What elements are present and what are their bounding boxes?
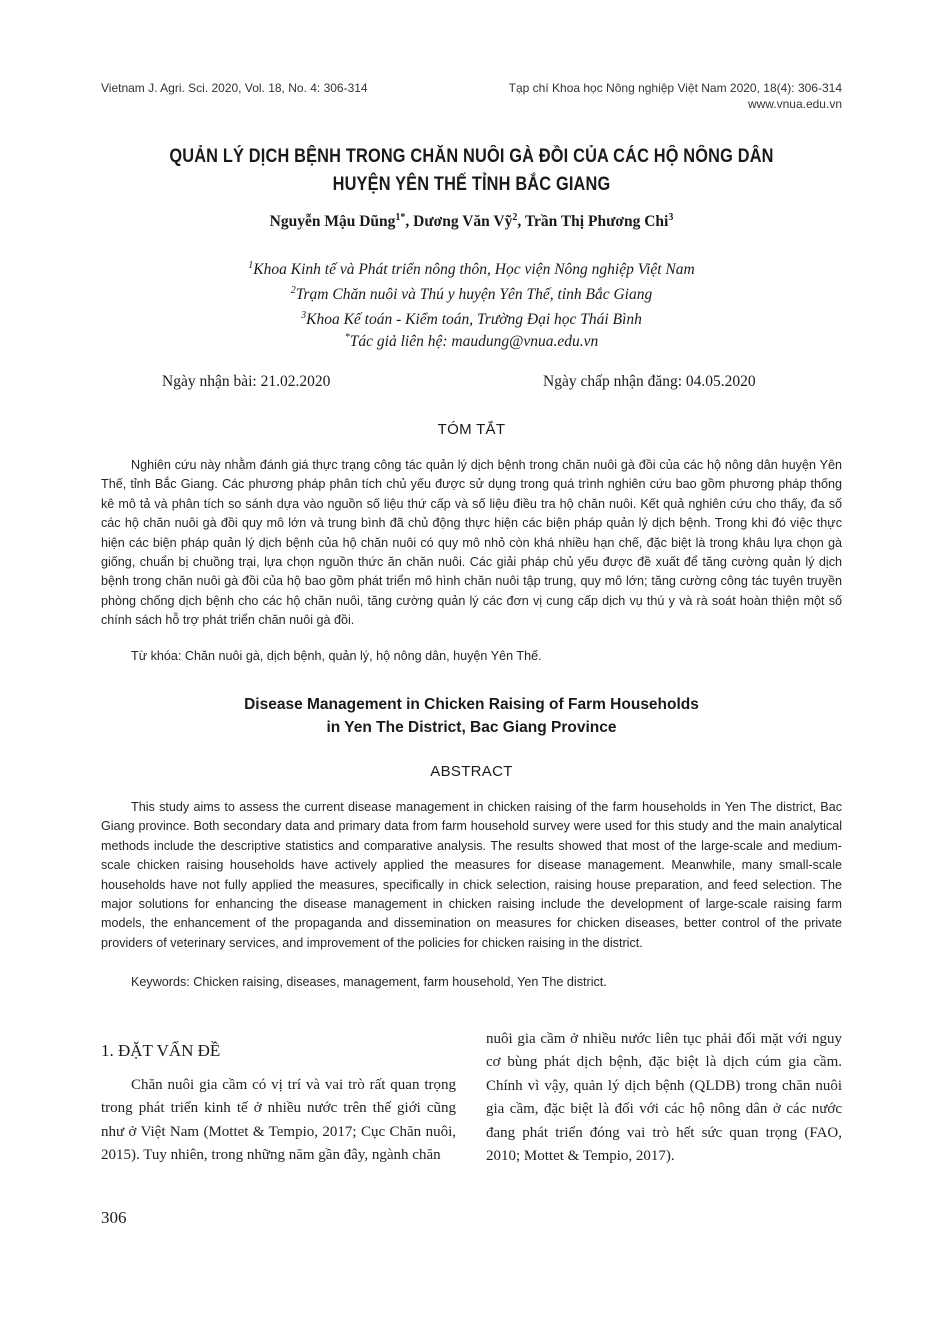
paper-title-en-line2: in Yen The District, Bac Giang Province bbox=[326, 719, 617, 736]
affiliation-text: Khoa Kế toán - Kiểm toán, Trường Đại học Thái Bình bbox=[306, 311, 642, 329]
paper-title-en bbox=[101, 693, 842, 739]
author-list bbox=[101, 212, 842, 231]
corresponding-email[interactable]: Tác giả liên hệ: maudung@vnua.edu.vn bbox=[349, 333, 599, 351]
affiliation-text: Khoa Kinh tế và Phát triển nông thôn, Học viện Nông nghiệp Việt Nam bbox=[253, 261, 695, 279]
paper-title-vn-line1: QUẢN LÝ DỊCH BỆNH TRONG CHĂN NUÔI GÀ ĐỒI CỦA CÁC HỘ NÔNG DÂN bbox=[169, 146, 774, 167]
page-number: 306 bbox=[101, 1208, 127, 1227]
abstract-en-text: This study aims to assess the current disease management in chicken raising of the farm households in Yen The district, Bac Giang province. Both secondary data and primary data from farm household survey were used for this study and the main analytical methods include the descriptive statistics and comparative analysis. The results showed that most of the large-scale and medium-scale chicken raising households have actively applied the measures for disease management. Meanwhile, many small-scale households have not fully applied the measures, specifically in chick selection, raising house preparation, and feed selection. The major solutions for enhancing the disease management in chicken raising include the development of large-scale raising farm models, the enhancement of the propaganda and dissemination on measures for chicken diseases, better control of the private providers of veterinary services, and improvement of the policies for chicken raising in the district. bbox=[101, 800, 842, 950]
affiliation-list bbox=[101, 255, 842, 330]
affiliation-number: 1 bbox=[248, 260, 254, 271]
author-name: Nguyễn Mậu Dũng bbox=[269, 213, 396, 231]
paper-title-en-line1: Disease Management in Chicken Raising of Farm Households bbox=[244, 696, 699, 713]
author-affiliation-mark: 2 bbox=[512, 212, 518, 223]
paper-title-vn-line2: HUYỆN YÊN THẾ TỈNH BẮC GIANG bbox=[332, 174, 611, 195]
journal-website[interactable]: www.vnua.edu.vn bbox=[747, 97, 842, 111]
author-separator: , bbox=[405, 213, 414, 231]
author-separator: , bbox=[517, 213, 525, 231]
affiliation-item bbox=[101, 305, 842, 330]
keywords-en: Keywords: Chicken raising, diseases, management, farm household, Yen The district. bbox=[131, 975, 607, 989]
author-name: Dương Văn Vỹ bbox=[413, 213, 513, 231]
body-text-right-column: nuôi gia cầm ở nhiều nước liên tục phải đối mặt với nguy cơ bùng phát dịch bệnh, đặc biệt là dịch cúm gia cầm. Chính vì vậy, quản lý dịch bệnh (QLDB) trong chăn nuôi gia cầm, đặc biệt là đối với các hộ nông dân ở các nước đang phát triển đóng vai trò hết sức quan trọng (FAO, 2010; Mottet & Tempio, 2017). bbox=[486, 1031, 842, 1165]
corresponding-author bbox=[101, 332, 842, 351]
journal-header-vn-citation: Tạp chí Khoa học Nông nghiệp Việt Nam 2020, 18(4): 306-314 bbox=[508, 81, 842, 95]
paper-title-vn bbox=[153, 143, 790, 199]
journal-header-en: Vietnam J. Agri. Sci. 2020, Vol. 18, No. 4: 306-314 bbox=[101, 81, 368, 95]
author-name: Trần Thị Phương Chi bbox=[524, 213, 669, 231]
received-date: Ngày nhận bài: 21.02.2020 bbox=[162, 373, 331, 390]
abstract-en-heading: ABSTRACT bbox=[430, 763, 513, 780]
affiliation-number: 3 bbox=[301, 310, 307, 322]
body-text-left-column: Chăn nuôi gia cầm có vị trí và vai trò rất quan trọng trong phát triển kinh tế ở nhiều nước trên thế giới cũng như ở Việt Nam (Mottet & Tempio, 2017; Cục Chăn nuôi, 2015). Tuy nhiên, trong những năm gần đây, ngành chăn bbox=[101, 1077, 456, 1164]
corresponding-mark: * bbox=[344, 332, 350, 343]
journal-header-vn bbox=[509, 80, 842, 112]
keywords-vn: Từ khóa: Chăn nuôi gà, dịch bệnh, quản lý, hộ nông dân, huyện Yên Thế. bbox=[131, 649, 542, 663]
affiliation-item bbox=[101, 255, 842, 280]
author-affiliation-mark: 1* bbox=[395, 212, 406, 223]
abstract-vn-heading: TÓM TẮT bbox=[437, 421, 506, 438]
affiliation-text: Trạm Chăn nuôi và Thú y huyện Yên Thế, tỉnh Bắc Giang bbox=[295, 286, 653, 304]
affiliation-number: 2 bbox=[290, 285, 296, 297]
abstract-vn-text: Nghiên cứu này nhằm đánh giá thực trạng công tác quản lý dịch bệnh trong chăn nuôi gà đồi của các hộ nông dân huyện Yên Thế, tỉnh Bắc Giang. Các phương pháp phân tích chủ yếu được sử dụng trong quá trình nghiên cứu bao gồm phương pháp thống kê mô tả và phân tích so sánh dựa vào nguồn số liệu thứ cấp và số liệu điều tra hộ chăn nuôi. Kết quả nghiên cứu cho thấy, đa số các hộ chăn nuôi gà đồi quy mô lớn và trung bình đã chủ động thực hiện các biện pháp quản lý dịch bệnh. Trong khi đó việc thực hiện các biện pháp quản lý dịch bệnh của hộ chăn nuôi có quy mô nhỏ còn khá nhiều hạn chế, đặc biệt là trong khâu lựa chọn gà giống, chuẩn bị chuồng trại, lựa chọn nguồn thức ăn chăn nuôi. Các giải pháp chủ yếu được đề xuất để tăng cường quản lý dịch bệnh trong chăn nuôi gà đồi của hộ bao gồm phát triển mô hình chăn nuôi tập trung, quy mô lớn; tăng cường công tác tuyên truyền phòng chống dịch bệnh cho các hộ chăn nuôi, tăng cường quản lý các đơn vị cung cấp dịch vụ thú y và rà soát hoàn thiện một số chính sách hỗ trợ phát triển chăn nuôi gà đồi. bbox=[101, 458, 842, 628]
author-affiliation-mark: 3 bbox=[668, 212, 674, 223]
section-heading: 1. ĐẶT VẤN ĐỀ bbox=[101, 1041, 221, 1060]
affiliation-item bbox=[101, 280, 842, 305]
accepted-date: Ngày chấp nhận đăng: 04.05.2020 bbox=[543, 373, 756, 390]
